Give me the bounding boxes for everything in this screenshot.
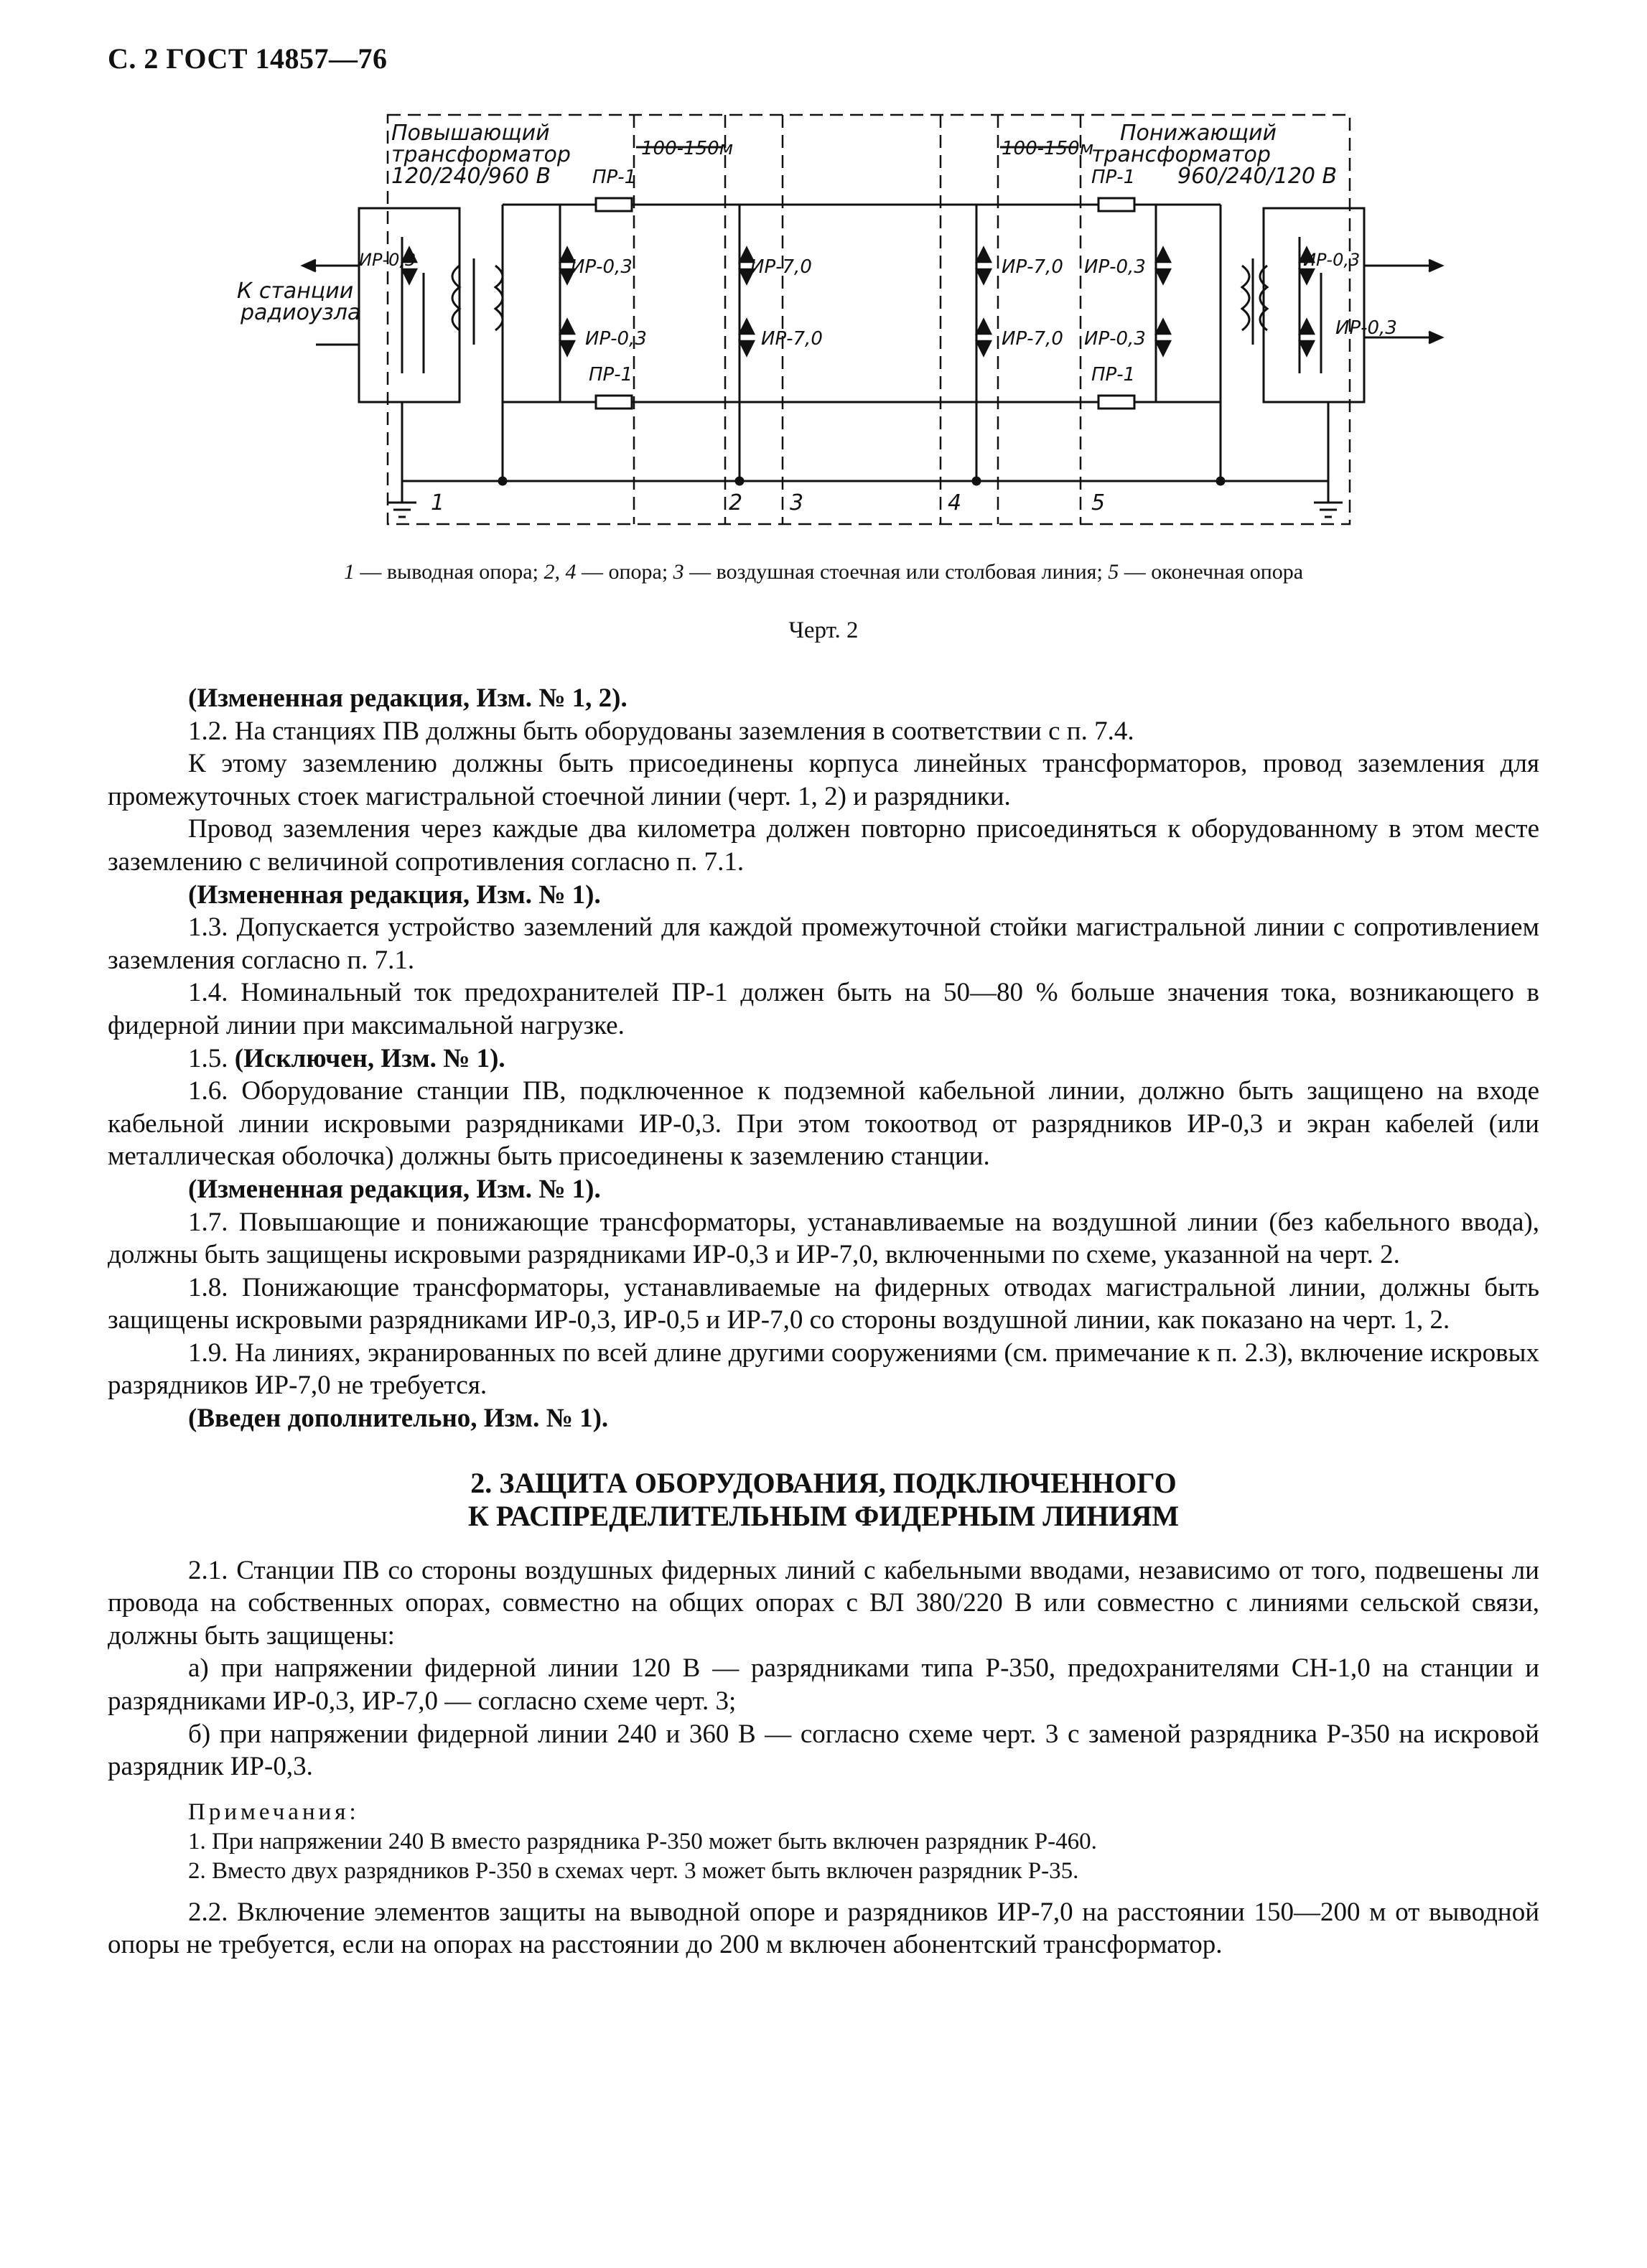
notes-block bbox=[108, 1798, 1539, 1886]
section-heading: 2. ЗАЩИТА ОБОРУДОВАНИЯ, ПОДКЛЮЧЕННОГО К РАСПРЕДЕЛИТЕЛЬНЫМ ФИДЕРНЫМ ЛИНИЯМ bbox=[467, 1466, 1180, 1532]
notes-title: Примечания: bbox=[188, 1798, 360, 1825]
label-pr1-d: ПР-1 bbox=[1091, 364, 1136, 386]
label-ir70-d: ИР-7,0 bbox=[1002, 328, 1063, 350]
paragraph: 1.2. На станциях ПВ должны быть оборудованы заземления в соответствии с п. 7.4. bbox=[188, 716, 1134, 746]
label-step-up-3: 120/240/960 В bbox=[391, 164, 551, 189]
paragraph: 1.9. На линиях, экранированных по всей длине другими сооружениями (см. примечание к п. 2.3), включение искровых разрядников ИР-7,0 не требуется. bbox=[108, 1338, 1539, 1401]
node-4: 4 bbox=[948, 490, 962, 515]
label-ir03-d: ИР-0,3 bbox=[1084, 256, 1146, 278]
note-item: 1. При напряжении 240 В вместо разрядника Р-350 может быть включен разрядник Р-460. bbox=[188, 1828, 1097, 1854]
page-header: С. 2 ГОСТ 14857—76 bbox=[108, 42, 388, 75]
paragraph: 1.3. Допускается устройство заземлений для каждой промежуточной стойки магистральной линии с сопротивлением заземления согласно п. 7.1. bbox=[108, 913, 1539, 975]
paragraph: 1.6. Оборудование станции ПВ, подключенное к подземной кабельной линии, должно быть защищено на входе кабельной линии искровыми разрядниками ИР-0,3. При этом токоотвод от разрядников ИР-0,3 и экран кабелей (или металлическая оболочка) должны быть присоединены к заземлению станции. bbox=[108, 1076, 1539, 1172]
paragraph: а) при напряжении фидерной линии 120 В — разрядниками типа Р-350, предохранителями СН-1,0 на станции и разрядниками ИР-0,3, ИР-7,0 — согласно схеме черт. 3; bbox=[108, 1653, 1539, 1717]
label-ir03-a: ИР-0,3 bbox=[359, 250, 416, 270]
label-ir70-a: ИР-7,0 bbox=[750, 256, 812, 278]
label-step-down-1: Понижающий bbox=[1120, 121, 1277, 146]
paragraph: Провод заземления через каждые два километра должен повторно присоединяться к оборудованному в этом месте заземлению с величиной сопротивления согласно п. 7.1. bbox=[108, 814, 1539, 877]
paragraph: 1.8. Понижающие трансформаторы, устанавливаемые на фидерных отводах магистральной линии, должны быть защищены искровыми разрядниками ИР-0,3, ИР-0,5 и ИР-7,0 со стороны воздушной линии, как показано на черт. 1, 2. bbox=[108, 1272, 1539, 1335]
paragraph: 2.1. Станции ПВ со стороны воздушных фидерных линий с кабельными вводами, независимо от того, подвешены ли провода на собственных опорах, совместно на общих опорах с ВЛ 380/220 В или совместно с линиями сельской связи, должны быть защищены: bbox=[108, 1555, 1539, 1651]
label-distance-right: 100-150м bbox=[1002, 138, 1094, 159]
body-text bbox=[108, 682, 1539, 1961]
label-distance-left: 100-150м bbox=[641, 138, 734, 159]
label-step-down-2: трансформатор bbox=[1091, 142, 1271, 167]
paragraph: 1.4. Номинальный ток предохранителей ПР-1 должен быть на 50—80 % больше значения тока, возникающего в фидерной линии при максимальной нагрузке. bbox=[108, 978, 1539, 1040]
node-1: 1 bbox=[431, 490, 445, 515]
label-ir03-b: ИР-0,3 bbox=[571, 256, 633, 278]
amendment-note: (Измененная редакция, Изм. № 1, 2). bbox=[188, 683, 627, 713]
figure-legend: 1 — выводная опора; 2, 4 — опора; 3 — воздушная стоечная или столбовая линия; 5 — оконечная опора bbox=[343, 560, 1304, 584]
ground-bus bbox=[388, 402, 1343, 517]
node-2: 2 bbox=[729, 490, 743, 515]
paragraph: 2.2. Включение элементов защиты на выводной опоре и разрядников ИР-7,0 на расстоянии 150—200 м от выводной опоры не требуется, если на опорах на расстоянии до 200 м включен абонентский трансформатор. bbox=[108, 1897, 1539, 1960]
station-arrows bbox=[303, 260, 316, 271]
label-ir03-f: ИР-0,3 bbox=[1303, 250, 1361, 270]
node-5: 5 bbox=[1091, 490, 1106, 515]
label-ir70-c: ИР-7,0 bbox=[1002, 256, 1063, 278]
label-station-1: К станции bbox=[237, 279, 354, 304]
paragraph: К этому заземлению должны быть присоединены корпуса линейных трансформаторов, провод заземления для промежуточных стоек магистральной стоечной линии (черт. 1, 2) и разрядники. bbox=[108, 749, 1539, 811]
label-step-up-2: трансформатор bbox=[391, 142, 571, 167]
figure-caption: Черт. 2 bbox=[788, 617, 859, 643]
node-3: 3 bbox=[790, 490, 804, 515]
label-step-down-3: 960/240/120 В bbox=[1177, 164, 1338, 189]
paragraph: 1.7. Повышающие и понижающие трансформаторы, устанавливаемые на воздушной линии (без кабельного ввода), должны быть защищены искровыми разрядниками ИР-0,3 и ИР-7,0, включенными по схеме, указанной на черт. 2. bbox=[108, 1207, 1539, 1270]
label-pr1-c: ПР-1 bbox=[1091, 167, 1136, 188]
note-item: 2. Вместо двух разрядников Р-350 в схемах черт. 3 может быть включен разрядник Р-35. bbox=[188, 1857, 1079, 1884]
arrester-symbols bbox=[402, 248, 1314, 355]
amendment-note: (Измененная редакция, Изм. № 1). bbox=[188, 879, 601, 910]
figure-2-schematic bbox=[0, 0, 1647, 546]
label-station-2: радиоузла bbox=[241, 300, 361, 325]
step-down-transformer bbox=[1242, 208, 1442, 402]
label-ir70-b: ИР-7,0 bbox=[761, 328, 823, 350]
paragraph-excluded: 1.5. (Исключен, Изм. № 1). bbox=[188, 1043, 505, 1073]
label-pr1-a: ПР-1 bbox=[592, 167, 637, 188]
label-ir03-c: ИР-0,3 bbox=[585, 328, 647, 350]
paragraph: б) при напряжении фидерной линии 240 и 360 В — согласно схеме черт. 3 с заменой разрядника Р-350 на искровой разрядник ИР-0,3. bbox=[108, 1719, 1539, 1782]
amendment-note: (Введен дополнительно, Изм. № 1). bbox=[188, 1404, 609, 1434]
amendment-note: (Измененная редакция, Изм. № 1). bbox=[188, 1174, 601, 1204]
label-pr1-b: ПР-1 bbox=[589, 364, 633, 386]
label-ir03-g: ИР-0,3 bbox=[1335, 317, 1397, 339]
label-step-up-1: Повышающий bbox=[391, 121, 550, 146]
label-ir03-e: ИР-0,3 bbox=[1084, 328, 1146, 350]
